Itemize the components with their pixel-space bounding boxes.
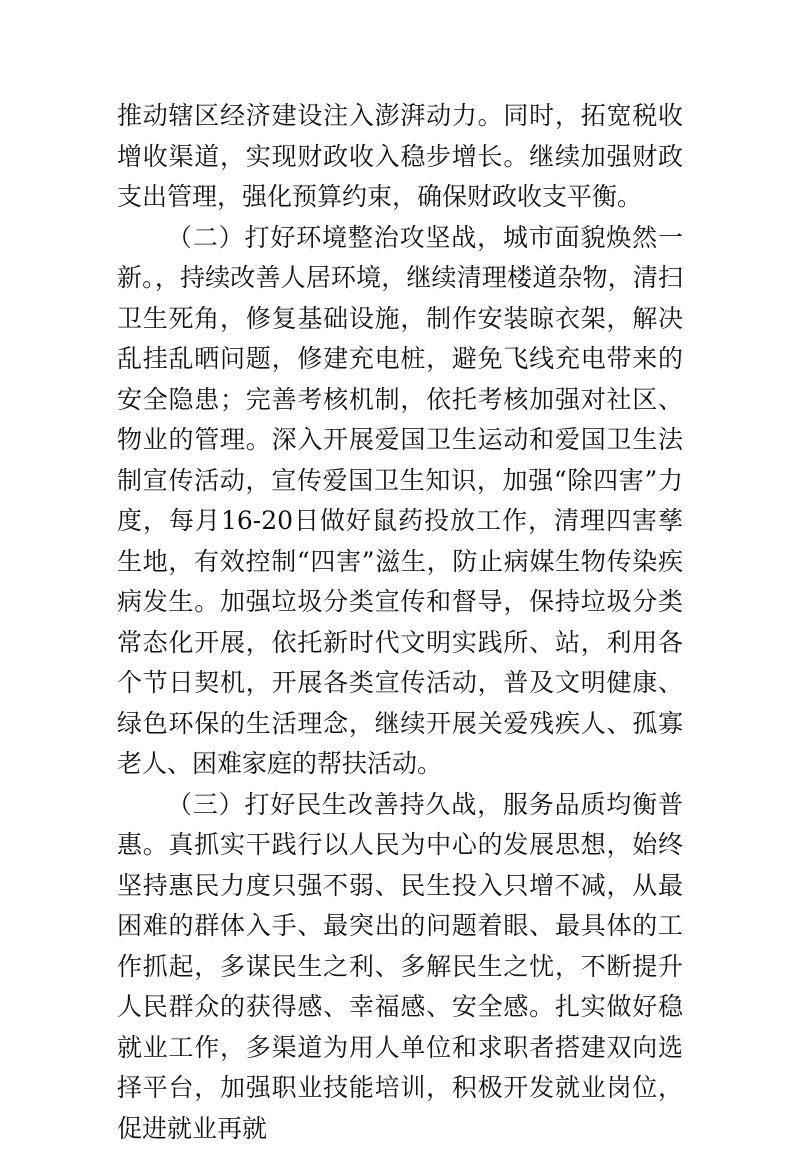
paragraph-continuation: 推动辖区经济建设注入澎湃动力。同时，拓宽税收增收渠道，实现财政收入稳步增长。继续加强财政支出管理，强化预算约束，确保财政收支平衡。 <box>117 96 683 218</box>
paragraph-environment-improvement: （二）打好环境整治攻坚战，城市面貌焕然一新。，持续改善人居环境，继续清理楼道杂物，清扫卫生死角，修复基础设施，制作安装晾衣架，解决乱挂乱晒问题，修建充电桩，避免飞线充电带来的安全隐患；完善考核机制，依托考核加强对社区、物业的管理。深入开展爱国卫生运动和爱国卫生法制宣传活动，宣传爱国卫生知识，加强“除四害”力度，每月16-20日做好鼠药投放工作，清理四害孳生地，有效控制“四害”滋生，防止病媒生物传染疾病发生。加强垃圾分类宣传和督导，保持垃圾分类常态化开展，依托新时代文明实践所、站，利用各个节日契机，开展各类宣传活动，普及文明健康、绿色环保的生活理念，继续开展关爱残疾人、孤寡老人、困难家庭的帮扶活动。 <box>117 218 683 785</box>
paragraph-livelihood-improvement: （三）打好民生改善持久战，服务品质均衡普惠。真抓实干践行以人民为中心的发展思想，始终坚持惠民力度只强不弱、民生投入只增不减，从最困难的群体入手、最突出的问题着眼、最具体的工作抓起，多谋民生之利、多解民生之忧，不断提升人民群众的获得感、幸福感、安全感。扎实做好稳就业工作，多渠道为用人单位和求职者搭建双向选择平台，加强职业技能培训，积极开发就业岗位，促进就业再就 <box>117 785 683 1149</box>
body-text <box>117 96 683 1149</box>
